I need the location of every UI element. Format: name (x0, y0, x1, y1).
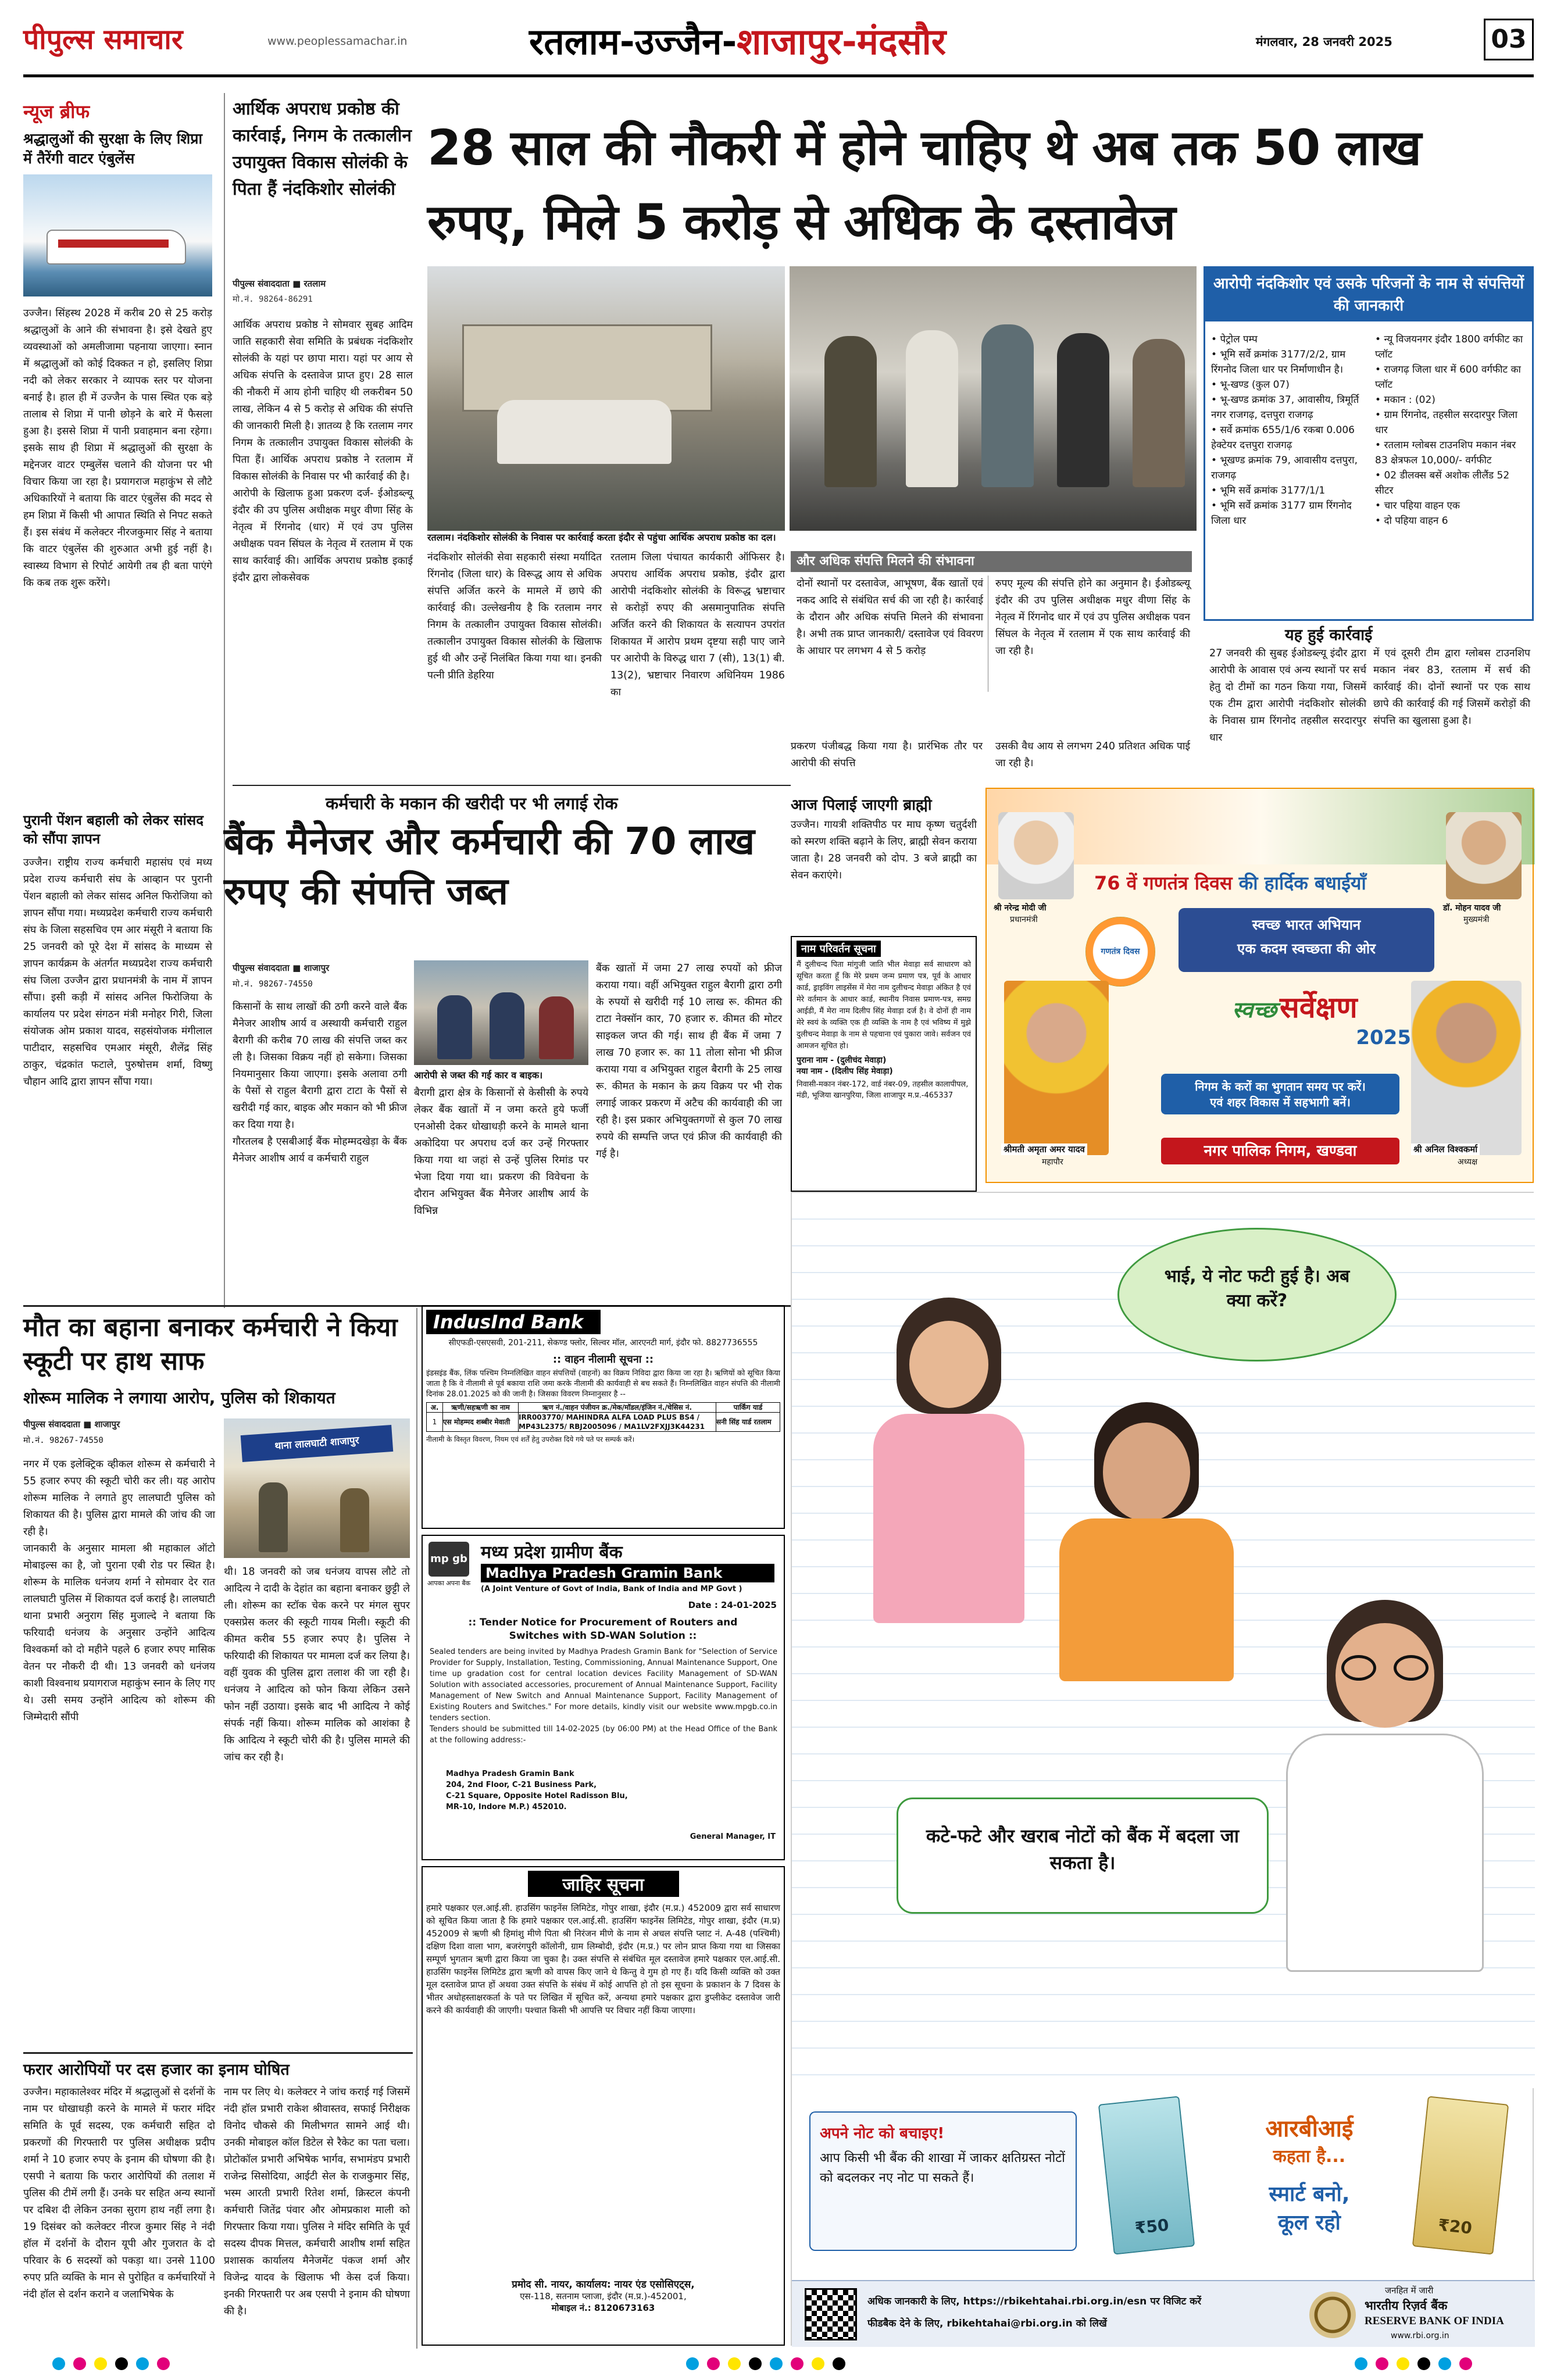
indusind-body: इंडसइंड बैंक, लिंक पश्चिम निम्नलिखित वाहन संपत्तियों (वाहनों) का विक्रय निविदा द्वारा किया जा रहा है। ऋणियों को सूचित किया जाता है कि वे नीलामी से पूर्व बकाया राशि जमा करके नीलामी की कार्यवाही से बच सकते हैं। निम्नलिखित वाहन संपत्ति की नीलामी दिनांक 28.01.2025 को की जानी है। जिसका विवरण निम्नानुसार है -- (426, 1369, 780, 1399)
asset-item: • दो पहिया वाहन 6 (1375, 515, 1448, 527)
indusind-table (426, 1402, 780, 1432)
asset-item: • भू-खण्ड (कुल 07) (1211, 379, 1290, 391)
asset-item: • सर्वे क्रमांक 655/1/6 रकबा 0.006 हेक्टेयर दत्तपुरा राजगढ़ (1211, 424, 1355, 451)
side-lead-phone: मो.नं. 98264-86291 (233, 295, 313, 304)
assets-right-list (1375, 332, 1527, 528)
more-assets-col2: रुपए मूल्य की संपत्ति होने का अनुमान है। ईओडब्ल्यू इंदौर की उप पुलिस अधीक्षक मधुर वीणा सिंह के नेतृत्व में रिंगनोद धार में एवं उप पुलिस अधीक्षक पवन सिंघल के नेतृत्व में रतलाम में एक साथ कार्रवाई की जा रही है। (995, 578, 1194, 657)
pm-name: श्री नरेन्द्र मोदी जी (994, 903, 1047, 913)
brahmi-body: उज्जैन। गायत्री शक्तिपीठ पर माघ कृष्ण चतुर्दशी को स्मरण शक्ति बढ़ाने के लिए, ब्राह्मी सेवन कराया जाता है। 28 जनवरी को दोप. 3 बजे ब्राह्मी का सेवन कराएंगे। (791, 819, 980, 881)
side-lead-headline: आर्थिक अपराध प्रकोष्ठ की कार्रवाई, निगम के तत्कालीन उपायुक्त विकास सोलंकी के पिता हैं नंदकिशोर सोलंकी (233, 99, 412, 199)
rbi-hindi-name: भारतीय रिज़र्व बैंक (1365, 2299, 1448, 2313)
asset-item: • राजगढ़ जिला धार में 600 वर्गफीट का प्लॉट (1375, 364, 1521, 391)
news-brief-label: न्यूज ब्रीफ (23, 101, 90, 123)
indusind-auction-ad[interactable] (422, 1305, 785, 1529)
speech-bubble-answer: कटे-फटे और खराब नोटों को बैंक में बदला जा सकता है। (897, 1797, 1269, 1914)
boy-glasses-illustration (1280, 1600, 1490, 1972)
lead-photo-caption: रतलाम। नंदकिशोर सोलंकी के निवास पर कार्रवाई करता इंदौर से पहुंचा आर्थिक अपराध प्रकोष्ठ का दल। (427, 531, 1197, 545)
mpgb-body: Sealed tenders are being invited by Madhya Pradesh Gramin Bank for "Selection of Service Provider for Supply, Installation, Testing, Commissioning, Annual Maintenance Support, One time up gradation cost for central location devices Facility Management of SD-WAN Solution with associated accessories, procurement of Annual Maintenance Support, Facility Management of New Switch and Annual Maintenance Support, Facility Management of Existing Routers and Switches." For more details, kindly visit our website www.mpgb.co.in tenders section. Tenders should be submitted till 14-02-2025 (by 06:00 PM) at the Head Office of the Bank at the following address:- (430, 1648, 777, 1745)
more-assets-col1: दोनों स्थानों पर दस्तावेज, आभूषण, बैंक खातों एवं नकद आदि से संबंधित सर्च की जा रही है। कार्रवाई के दौरान और अधिक संपत्ति मिलने की संभावना है। अभी तक प्राप्त जानकारी/ दस्तावेज एवं विवरण के आधार पर लगभग 4 से 5 करोड़ (797, 576, 988, 692)
cm-title: मुख्यमंत्री (1463, 915, 1490, 924)
save-notes-panel (809, 2111, 1077, 2251)
lead-headline: 28 साल की नौकरी में होने चाहिए थे अब तक 50 लाख रुपए, मिले 5 करोड़ से अधिक के दस्तावेज (427, 119, 1421, 251)
print-registration-marks-center (686, 2357, 854, 2372)
speech-bubble-question: भाई, ये नोट फटी हुई है। अब क्या करें? (1117, 1228, 1397, 1361)
asset-item: • भूमि सर्वे क्रमांक 3177/1/1 (1211, 485, 1326, 496)
name-change-body: मैं दुलीचन्द पिता मांगुजी जाति भील मेवाड़ा सर्व साधारण को सूचित करता हूँ कि मेरे प्रथम जन्म प्रमाण पत्र, पूर्व के आधार कार्ड, ड्राइविंग लाइसेंस में मेरा नाम दुलीचन्द मेवाड़ा अंकित है एवं मेरे वर्तमान के आधार कार्ड, स्थानीय निवास प्रमाण-पत्र, समग्र आईडी, मैं मेरा नाम दिलीप सिंह मेवाड़ा दर्ज है। वे दोनों ही नाम मेरे स्वयं के व्यक्ति एक ही व्यक्ति के नाम है एवं भविष्य में मुझे दुलीचन्द मेवाड़ा के नाम से पहचाना एवं पुकारा जावे। सर्वजन एवं आमजन सूचित हो। (797, 960, 971, 1050)
new-name: नया नाम - (दिलीप सिंह मेवाड़ा) (797, 1067, 893, 1076)
print-registration-marks-left (52, 2357, 178, 2372)
lead-body-col1: नंदकिशोर सोलंकी सेवा सहकारी संस्था मर्यादित रिंगनोद (जिला धार) के विरूद्ध आय से अधिक संपत्ति अर्जित करने के मामले में छापे की कार्रवाई की। उल्लेखनीय है कि रतलाम नगर निगम के तत्कालीन उपायुक्त विकास सोलंकी। तत्कालीन उपायुक्त विकास सोलंकी के खिलाफ हुई थी और उन्हें निलंबित किया गया था। इनकी पत्नी प्रीति डेहरिया (427, 552, 605, 681)
table-header: अ. (427, 1403, 443, 1413)
republic-badge: गणतंत्र दिवस (1085, 917, 1155, 987)
indusind-title: :: वाहन नीलामी सूचना :: (552, 1353, 654, 1366)
pension-body: उज्जैन। राष्ट्रीय राज्य कर्मचारी महासंघ एवं मध्य प्रदेश राज्य कर्मचारी संघ के आव्हान पर पुरानी पेंशन बहाली को लेकर सांसद अनिल फिरोजिया को ज्ञापन सौंपा गया। मध्यप्रदेश कर्मचारी राज्य कर्मचारी संघ के जिला सहसचिव एम आर मंसूरी ने बताया कि 25 जनवरी को पूरे देश में सांसद के माध्यम से ज्ञापन कार्यक्रम के अंतर्गत मध्यप्रदेश राज्य कर्मचारी संघ जिला उज्जैन द्वारा प्रधानमंत्री के नाम में ज्ञापन सौंपा। इसी कड़ी में सांसद अनिल फिरोजिया के कार्यालय पर प्रदेश संगठन मंत्री मनोहर गिरी, जिला संयोजक ओम प्रकाश यादव, सहसंयोजक मंगीलाल पाटीदार, सहसचिव एमआर मंसूरी, शैलेंद्र सिंह ठाकुर, चंद्रकांत फटाले, पुरुषोत्तम शर्मा, विष्णु चौहान आदि द्वारा ज्ञापन सौंपा गया। (23, 857, 216, 1088)
rbi-english-name: RESERVE BANK OF INDIA (1365, 2315, 1504, 2327)
bank-story-col3: बैंक खातों में जमा 27 लाख रुपयों को फ्रीज कराया गया। वहीं अभियुक्त राहुल बैरागी द्वारा ठगी के रुपयों से खरीदी गई 10 लाख रू. कीमत की टाटा नेक्सॉन कार, 70 हजार रु. कीमत की मोटर साइकल जप्त की गई। साथ ही बैंक में जमा 7 लाख 70 हजार रू. का 11 तोला सोना भी फ्रीज कराया गया व अभियुक्त राहुल बैरागी के 25 लाख रू. कीमत के मकान के क्रय विक्रय पर भी रोक लगाई जाकर प्रकरण में अटैच की कार्यवाही की जा रही है। इस प्रकार अभियुक्तगणों से कुल 70 लाख रुपये की सम्पत्ति जप्त एवं फ्रीज की कार्यवाही की गई है। (596, 963, 785, 1160)
assets-left-list (1211, 332, 1368, 528)
cm-portrait (1446, 812, 1522, 899)
asset-item: • पेट्रोल पम्प (1211, 334, 1258, 345)
more-assets-heading: और अधिक संपत्ति मिलने की संभावना (791, 551, 1192, 572)
section-rule (233, 785, 791, 786)
seized-vehicle-caption: आरोपी से जब्त की गई कार व बाइक। (414, 1070, 543, 1081)
mayor-portrait (1004, 981, 1109, 1155)
section-rule (23, 2052, 413, 2054)
asset-item: • ग्राम रिंगनोद, तहसील सरदारपुर जिला धार (1375, 409, 1517, 436)
chair-name: श्री अनिल विश्वकर्मा (1411, 1143, 1480, 1155)
table-header: ऋणी/सहऋणी का नाम (443, 1403, 519, 1413)
assets-box (1204, 266, 1534, 621)
chair-portrait (1411, 981, 1522, 1155)
indusind-address: सीएफडी-एसएसवी, 201-211, सेकण्ड फ्लोर, सिल्वर मॉल, आरएनटी मार्ग, इंदौर फो. 8827736555 (448, 1338, 758, 1348)
public-notice-signoff: प्रमोद सी. नायर, कार्यालय: नायर एंड एसोसिएट्स, (512, 2279, 695, 2290)
republic-greeting: 76 वें गणतंत्र दिवस की हार्दिक बधाईयाँ (1094, 872, 1366, 894)
public-notice-mobile: मोबाइल नं.: 8120673163 (551, 2303, 655, 2313)
swachh-banner: स्वच्छ भारत अभियान एक कदम स्वच्छता की ओर (1179, 908, 1434, 972)
asset-item: • रतलाम ग्लोबस टाउनशिप मकान नंबर 83 क्षेत्रफल 10,000/- वर्गफीट (1375, 439, 1516, 466)
indusind-logo: IndusInd Bank (426, 1310, 601, 1334)
side-lead-byline: पीपुल्स संवाददाता ■ रतलाम (233, 278, 326, 289)
action-col2: में एवं दूसरी टीम द्वारा ग्लोबस टाउनशिप मकान नंबर 83, रतलाम में सर्च की कार्रवाई की। दोनों स्थानों पर एक साथ छापे की कार्रवाई की गई जिसमें करोड़ों की संपत्ति का खुलासा हुआ है। (1373, 648, 1534, 727)
public-notice-body: हमारे पक्षकार एल.आई.सी. हाउसिंग फाइनेंस लिमिटेड, गोपुर शाखा, इंदौर (म.प्र.) 452009 द्वारा सर्व साधारण को सूचित किया जाता है कि हमारे पक्षकार एल.आई.सी. हाउसिंग फाइनेंस लिमिटेड, गोपुर शाखा, इंदौर (म.प्र) 452009 से ऋणी श्री हिमांशु मीणे पिता श्री निरंजन मीणे के नाम से अचल संपत्ति प्लाट नं. A-48 (पश्चिमी) दक्षिण दिशा वाला भाग, बजरंगपुरी कॉलोनी, ग्राम लिम्बोदी, इंदौर (म.प्र.) पर लोन प्राप्त किया गया था जिसका सम्पूर्ण भुगतान ऋणी द्वारा किया जा चुका है। उक्त संपत्ति से संबंधित मूल दस्तावेज हमारे पक्षकार एल.आई.सी. हाउसिंग फाइनेंस लिमिटेड द्वारा ऋणी को वापस किए जाने थे किन्तु वे गुम हो गए हैं। यदि किसी व्यक्ति को उक्त मूल दस्तावेज प्राप्त हों अथवा उक्त संपत्ति के संबंध में कोई आपत्ति हो तो इस सूचना के प्रकाशन के 7 दिवस के भीतर अधोहस्ताक्षरकर्ता के पते पर लिखित में सूचित करें, अन्यथा हमारे पक्षकार द्वारा डुप्लीकेट दस्तावेज जारी करने की कार्यवाही की जाएगी। पश्चात किसी भी आपत्ति पर विचार नहीं किया जाएगा। (426, 1903, 780, 2016)
rbi-says: आरबीआई कहता है... स्मार्ट बनो, कूल रहो (1265, 2115, 1354, 2235)
rbi-issued: जनहित में जारी (1385, 2285, 1434, 2296)
mayor-title: महापौर (1042, 1157, 1063, 1167)
girl-illustration (862, 1298, 1036, 1623)
reward-col1: उज्जैन। महाकालेश्वर मंदिर में श्रद्धालुओं से दर्शनों के नाम पर धोखाधड़ी करने के मामले में फरार मंदिर समिति के पूर्व सदस्य, एक कर्मचारी सहित दो प्रकरणों की गिरफ्तारी पर पुलिस अधीक्षक प्रदीप शर्मा ने 10 हजार रुपए के इनाम की घोषणा की है। एसपी ने बताया कि फरार आरोपियों की तलाश में पुलिस की टीमें लगी हैं। उनके घर सहित अन्य स्थानों पर दबिश दी लेकिन उनका सुराग हाथ नहीं लगा है। 19 दिसंबर को कलेक्टर नीरज कुमार सिंह ने नंदी हॉल में दर्शनों के दौरान यूपी और गुजरात के दो परिवार के 6 सदस्यों को पकड़ा था। उनसे 1100 रुपए प्रति व्यक्ति के मान से पुरोहित व कर्मचारियों ने नंदी हॉल से दर्शन कराने व जलाभिषेक के (23, 2086, 219, 2300)
public-notice-title: जाहिर सूचना (528, 1871, 679, 1897)
mpgb-tender-ad[interactable] (422, 1535, 785, 1860)
scooty-col2: थी। 18 जनवरी को जब धनंजय वापस लौटे तो आदित्य ने दादी के देहांत का बहाना बनाकर छुट्टी ले ली। शोरूम का स्टॉक चेक करने पर मंगल सुपर एक्सप्रेस कलर की स्कूटी गायब मिली। स्कूटी की कीमत करीब 55 हजार रुपए है। पुलिस ने फरियादी की शिकायत पर मामला दर्ज कर लिया है। वहीं युवक की पुलिस द्वारा तलाश की जा रही है। धनंजय ने आदित्य को फोन किया लेकिन उसने फोन नहीं उठाया। इसके बाद भी आदित्य ने कोई संपर्क नहीं किया। शोरूम मालिक को आशंका है कि आदित्य ने स्कूटी चोरी की है। पुलिस मामले की जांच कर रही है। (224, 1566, 413, 1763)
old-name: पुराना नाम - (दुलीचंद मेवाड़ा) (797, 1056, 887, 1065)
asset-item: • मकान : (02) (1375, 394, 1435, 406)
table-header: पार्किंग यार्ड (716, 1403, 780, 1413)
mpgb-signoff: General Manager, IT (690, 1832, 776, 1841)
asset-item: • न्यू विजयनगर इंदौर 1800 वर्गफीट का प्लॉट (1375, 334, 1523, 360)
indusind-footer: नीलामी के विस्तृत विवरण, नियम एवं शर्तें हेतु उपरोक्त दिये गये पते पर सम्पर्क करें। (426, 1435, 635, 1443)
rbi-feedback-line[interactable]: फीडबैक देने के लिए, rbikehtahai@rbi.org.in को लिखें (867, 2318, 1107, 2329)
public-notice-address: एस-118, सतनाम प्लाजा, इंदौर (म.प्र.)-452001, (520, 2291, 687, 2302)
table-row: 1 एस मोहम्मद शब्बीर मेवाती IRR003770/ MAHINDRA ALFA LOAD PLUS BS4 / MP43L2375/ RBJ2005096 / MA1LV2FXJJ3K44231 सनी सिंह यार्ड रतलाम (427, 1413, 780, 1432)
rbi-url[interactable]: www.rbi.org.in (1391, 2331, 1449, 2340)
public-notice[interactable] (422, 1866, 785, 2346)
masthead-rule (23, 74, 1534, 77)
website-link[interactable]: www.peoplessamachar.in (267, 35, 408, 48)
mpgb-address: Madhya Pradesh Gramin Bank 204, 2nd Floor, C-21 Business Park, C-21 Square, Opposite Hotel Radisson Blu, MR-10, Indore M.P.) 452010. (446, 1770, 628, 1811)
lead-photo-house (427, 266, 785, 531)
asset-item: • 02 डीलक्स बसें अशोक लीलैंड 52 सीटर (1375, 470, 1510, 496)
mpgb-title: :: Tender Notice for Procurement of Routers and Switches with SD-WAN Solution :: (468, 1617, 738, 1642)
police-station-sign: थाना लालघाटी शाजापुर (241, 1425, 394, 1462)
bank-story-byline: पीपुल्स संवाददाता ■ शाजापुर (233, 963, 330, 973)
brahmi-headline: आज पिलाई जाएगी ब्राह्मी (791, 796, 932, 814)
rbi-website-line[interactable]: अधिक जानकारी के लिए, https://rbikehtahai.rbi.org.in/esn पर विजिट करें (867, 2296, 1202, 2307)
scooty-col1: नगर में एक इलेक्ट्रिक व्हीकल शोरूम से कर्मचारी ने 55 हजार रुपए की स्कूटी चोरी कर ली। यह आरोप शोरूम मालिक ने लगाते हुए लालघाटी पुलिस को शिकायत की है। पुलिस द्वारा मामले की जांच की जा रही है। जानकारी के अनुसार मामला श्री महाकाल ऑटो मोबाइल्स का है, जो पुराना एबी रोड पर स्थित है। शोरूम के मालिक धनंजय शर्मा ने सोमवार देर रात लालघाटी पुलिस में शिकायत दर्ज कराई है। लालघाटी थाना प्रभारी अनुराग सिंह मुजाल्दे ने बताया कि फरियादी धनंजय के अनुसार उन्होंने आदित्य विश्वकर्मा को दो महीने पहले 6 हजार रुपए मासिक वेतन पर नौकरी दी थी। 13 जनवरी को धनंजय काशी विश्वनाथ प्रयागराज महाकुंभ स्नान के लिए गए थे। उसी समय उन्होंने आदित्य को शोरूम की जिम्मेदारी सौंपी (23, 1459, 215, 1723)
action-col1: 27 जनवरी की सुबह ईओडब्ल्यू इंदौर द्वारा आरोपी के आवास एवं अन्य स्थानों पर सर्च हेतु दो टीमों का गठन किया गया, जिसमें एक टीम द्वारा आरोपी नंदकिशोर सोलंकी के निवास ग्राम रिंगनोद तहसील सरदारपुर धार (1209, 648, 1370, 744)
asset-item: • भूखण्ड क्रमांक 79, आवासीय दत्तपुरा, राजगढ़ (1211, 455, 1358, 481)
scooty-headline: मौत का बहाना बनाकर कर्मचारी ने किया स्कूटी पर हाथ साफ (23, 1313, 398, 1376)
asset-item: • भूमि सर्वे क्रमांक 3177 ग्राम रिंगनोद जिला धार (1211, 500, 1352, 527)
rbi-emblem-icon (1309, 2292, 1356, 2338)
pm-portrait (998, 812, 1074, 899)
mpgb-english-name: Madhya Pradesh Gramin Bank (481, 1564, 774, 1582)
mpgb-tagline: आपका अपना बैंक (427, 1579, 471, 1587)
cm-name: डॉ. मोहन यादव जी (1443, 903, 1501, 913)
bank-story-col1: किसानों के साथ लाखों की ठगी करने वाले बैंक मैनेजर आशीष आर्य व अस्थायी कर्मचारी राहुल बैरागी की करीब 70 लाख की संपत्ति जब्त कर ली है। जिसका विक्रय नहीं हो सकेगा। जिसका नियमानुसार किया जाएगा। इसके अलावा ठगी के पैसों से राहुल बैरागी द्वारा टाटा के पैसों से खरीदी गई कार, बाइक और मकान को भी फ्रीज कर दिया गया है। गौरतलब है एसबीआई बैंक मोहम्मदखेड़ा के बैंक मैनेजर आशीष आर्य व कर्मचारी राहुल (233, 1001, 407, 1164)
column-rule (416, 1308, 417, 2349)
date-line: मंगलवार, 28 जनवरी 2025 (1256, 35, 1392, 49)
page-number: 03 (1484, 19, 1534, 60)
save-notes-body: आप किसी भी बैंक की शाखा में जाकर क्षतिग्रस्त नोटों को बदलकर नए नोट पा सकते हैं। (820, 2151, 1065, 2185)
scooty-phone: मो.नं. 98267-74550 (23, 1436, 103, 1445)
bank-story-kicker: कर्मचारी के मकान की खरीदी पर भी लगाई रोक (326, 794, 618, 813)
water-ambulance-photo (23, 174, 212, 296)
mayor-name: श्रीमती अमृता अमर यादव (1001, 1143, 1087, 1155)
name-change-address: निवासी-मकान नंबर-172, वार्ड नंबर-09, तहसील कालापीपल, मंडी, भूजिया खानपुरिया, जिला शाजापुर म.प्र.-465337 (797, 1080, 969, 1100)
action-title: यह हुई कार्रवाई (1285, 626, 1373, 644)
chair-title: अध्यक्ष (1458, 1157, 1478, 1167)
newspaper-logo: पीपुल्स समाचार (23, 23, 183, 56)
bank-story-headline: बैंक मैनेजर और कर्मचारी की 70 लाख रुपए की संपत्ति जब्त (224, 820, 755, 913)
side-lead-body: आर्थिक अपराध प्रकोष्ठ ने सोमवार सुबह आदिम जाति सहकारी सेवा समिति के प्रबंधक नंदकिशोर सोलंकी के यहां पर छापा मारा। यहां पर आय से अधिक संपत्ति के दस्तावेज प्राप्त हुए। 28 साल की नौकरी में आय होनी चाहिए थी लकरीबन 50 लाख, लेकिन 4 से 5 करोड़ से अधिक की संपत्ति की जानकारी मिली है। ज्ञातव्य है कि रतलाम नगर निगम के तत्कालीन उपायुक्त विकास सोलंकी के पिता हैं। आर्थिक अपराध प्रकोष्ठ ने रतलाम में विकास सोलंकी के निवास पर भी कार्रवाई की है। आरोपी के खिलाफ हुआ प्रकरण दर्ज- ईओडब्ल्यू इंदौर की उप पुलिस अधीक्षक मधुर वीणा सिंह के नेतृत्व में रिंगनोद (धार) में एवं उप पुलिस अधीक्षक पवन सिंघल के नेतृत्व में रतलाम में एक साथ कार्रवाई की। आर्थिक अपराध प्रकोष्ठ इकाई इंदौर द्वारा लोकसेवक (233, 319, 413, 584)
rbi-footer (792, 2280, 1535, 2347)
lead-body-col2: रतलाम जिला पंचायत कार्यकारी ऑफिसर है। अपराध आर्थिक अपराध प्रकोष्ठ, इंदौर द्वारा आरोपी नंदकिशोर सोलंकी के विरूद्ध भ्रष्टाचार से करोड़ों रुपए की असमानुपातिक संपत्ति अर्जित करने की शिकायत के सत्यापन उपरांत शिकायत में आरोप प्रथम दृष्टया सही पाए जाने पर आरोपी के विरुद्ध धारा 7 (सी), 13(1) बी. 13(2), भ्रष्टाचार निवारण अधिनियम 1986 का (610, 552, 788, 698)
news-brief-body: उज्जैन। सिंहस्थ 2028 में करीब 20 से 25 करोड़ श्रद्धालुओं के आने की संभावना है। इसे देखते हुए व्यवस्थाओं को अमलीजामा पहनाया जाएगा। स्नान में श्रद्धालुओं को कोई दिक्कत न हो, इसलिए शिप्रा नदी को लेकर सरकार ने व्यापक स्तर पर योजना बनाई है। हाल ही में उज्जैन के पास स्थित एक बड़े तालाब से शिप्रा में पानी छोड़ने के बारे में फैसला हुआ है। इससे शिप्रा में पानी प्रवाहमान बना रहेगा। इसके साथ ही शिप्रा में श्रद्धालुओं की सुरक्षा के मद्देनजर वाटर एम्बुलेंस चलाने की योजना पर भी विचार किया जा रहा है। प्रयागराज महाकुंभ से लौटे अधिकारियों ने बताया कि वाटर एंबुलेंस की मदद से हम शिप्रा में किसी भी आपात स्थिति से निपट सकते हैं। इस संबंध में कलेक्टर नीरजकुमार सिंह ने बताया कि वाटर एंबुलेंस की शुरुआत अभी हुई नहीं है। स्वास्थ्य विभाग से रिपोर्ट आयेगी तब ही बता पाएंगे कि कब तक शुरू करेंगे। (23, 308, 216, 589)
column-rule (224, 93, 225, 1308)
name-change-title: नाम परिवर्तन सूचना (797, 941, 881, 957)
mpgb-hindi-name: मध्य प्रदेश ग्रामीण बैंक (481, 1542, 623, 1563)
scooty-subhead: शोरूम मालिक ने लगाया आरोप, पुलिस को शिकायत (23, 1388, 335, 1407)
rbi-ad[interactable] (791, 1192, 1534, 2346)
save-notes-title: अपने नोट को बचाइए! (820, 2125, 945, 2142)
seized-vehicle-photo (414, 960, 588, 1065)
news-brief-headline: श्रद्धालुओं की सुरक्षा के लिए शिप्रा में तैरेंगी वाटर एंबुलेंस (23, 130, 202, 167)
svachh-sarvekshan-logo: स्वच्छ सर्वेक्षण 2025 (1232, 991, 1411, 1049)
lead-body-col3: प्रकरण पंजीबद्ध किया गया है। प्रारंभिक तौर पर आरोपी की संपत्ति (791, 741, 986, 769)
pm-title: प्रधानमंत्री (1010, 915, 1038, 924)
lead-body-col4: उसकी वैध आय से लगभग 240 प्रतिशत अधिक पाई जा रही है। (995, 741, 1194, 769)
boy-illustration (1036, 1402, 1257, 1681)
tax-message: निगम के करों का भुगतान समय पर करें। एवं शहर विकास में सहभागी बनें। (1161, 1074, 1399, 1114)
pension-headline: पुरानी पेंशन बहाली को लेकर सांसद को सौंपा ज्ञापन (23, 812, 203, 847)
republic-day-ad[interactable] (985, 788, 1534, 1183)
rupee-note-50: ₹50 (1098, 2096, 1195, 2254)
table-header: ऋण नं./वाहन पंजीयन क्र./मेक/मॉडल/इंजिन नं./चेसिस नं. (519, 1403, 716, 1413)
asset-item: • चार पहिया वाहन एक (1375, 500, 1460, 512)
edition-title: रतलाम-उज्जैन-शाजापुर-मंदसौर (529, 20, 947, 63)
name-change-notice (791, 936, 977, 1192)
bank-story-col2: बैरागी द्वारा क्षेत्र के किसानों से केसीसी के रुपये लेकर बैंक खातों में न जमा करते हुये फर्जी एनओसी देकर धोखाधड़ी करने के मामले थाना अकोदिया पर अपराध दर्ज कर उन्हें गिरफ्तार किया गया था जहां से उन्हें पुलिस रिमांड पर भेजा दिया गया था। प्रकरण की विवेचना के दौरान अभियुक्त बैंक मैनेजर आशीष आर्य के विभिन्न (414, 1087, 592, 1217)
qr-code-icon (805, 2288, 857, 2340)
reward-col2: नाम पर लिए थे। कलेक्टर ने जांच कराई गई जिसमें नंदी हॉल प्रभारी राकेश श्रीवास्तव, सफाई निरीक्षक विनोद चौकसे की मिलीभगत सामने आई थी। उनकी मोबाइल कॉल डिटेल से रैकेट का पता चला। प्रोटोकॉल प्रभारी अभिषेक भार्गव, सभामंडप प्रभारी राजेन्द्र सिसोदिया, आईटी सेल के राजकुमार सिंह, भस्म आरती प्रभारी रितेश शर्मा, क्रिस्टल कंपनी कर्मचारी जितेंद्र पंवार और ओमप्रकाश माली को गिरफ्तार किया गया। पुलिस ने मंदिर समिति के पूर्व सदस्य दीपक मित्तल, कर्मचारी आशीष शर्मा सहित प्रशासक कार्यालय मैनेजमेंट पंकज शर्मा और विजेन्द्र यादव के खिलाफ भी केस दर्ज किया। इनकी गिरफ्तारी पर अब एसपी ने इनाम की घोषणा की है। (224, 2086, 413, 2317)
assets-box-title: आरोपी नंदकिशोर एवं उसके परिजनों के नाम से संपत्तियों की जानकारी (1205, 268, 1532, 321)
mpgb-logo: mp gb (428, 1542, 469, 1577)
masthead (23, 16, 1534, 74)
rupee-note-20: ₹20 (1412, 2096, 1509, 2254)
mpgb-jv: (A Joint Venture of Govt of India, Bank of India and MP Govt ) (481, 1585, 742, 1593)
mpgb-date: Date : 24-01-2025 (688, 1600, 777, 1610)
asset-item: • भू-खण्ड क्रमांक 37, आवासीय, त्रिमूर्ति नगर राजगढ़, दत्तपुरा राजगढ़ (1211, 394, 1359, 421)
municipal-footer: नगर पालिक निगम, खण्डवा (1161, 1138, 1399, 1164)
lead-photo-team (790, 266, 1197, 531)
reward-headline: फरार आरोपियों पर दस हजार का इनाम घोषित (23, 2061, 290, 2079)
asset-item: • भूमि सर्वे क्रमांक 3177/2/2, ग्राम रिंगनोद जिला धार पर निर्माणाधीन है। (1211, 349, 1346, 376)
bank-story-phone: मो.नं. 98267-74550 (233, 980, 313, 989)
scooty-byline: पीपुल्स संवाददाता ■ शाजापुर (23, 1419, 120, 1430)
police-station-photo (224, 1418, 410, 1558)
print-registration-marks-right (1355, 2357, 1480, 2372)
